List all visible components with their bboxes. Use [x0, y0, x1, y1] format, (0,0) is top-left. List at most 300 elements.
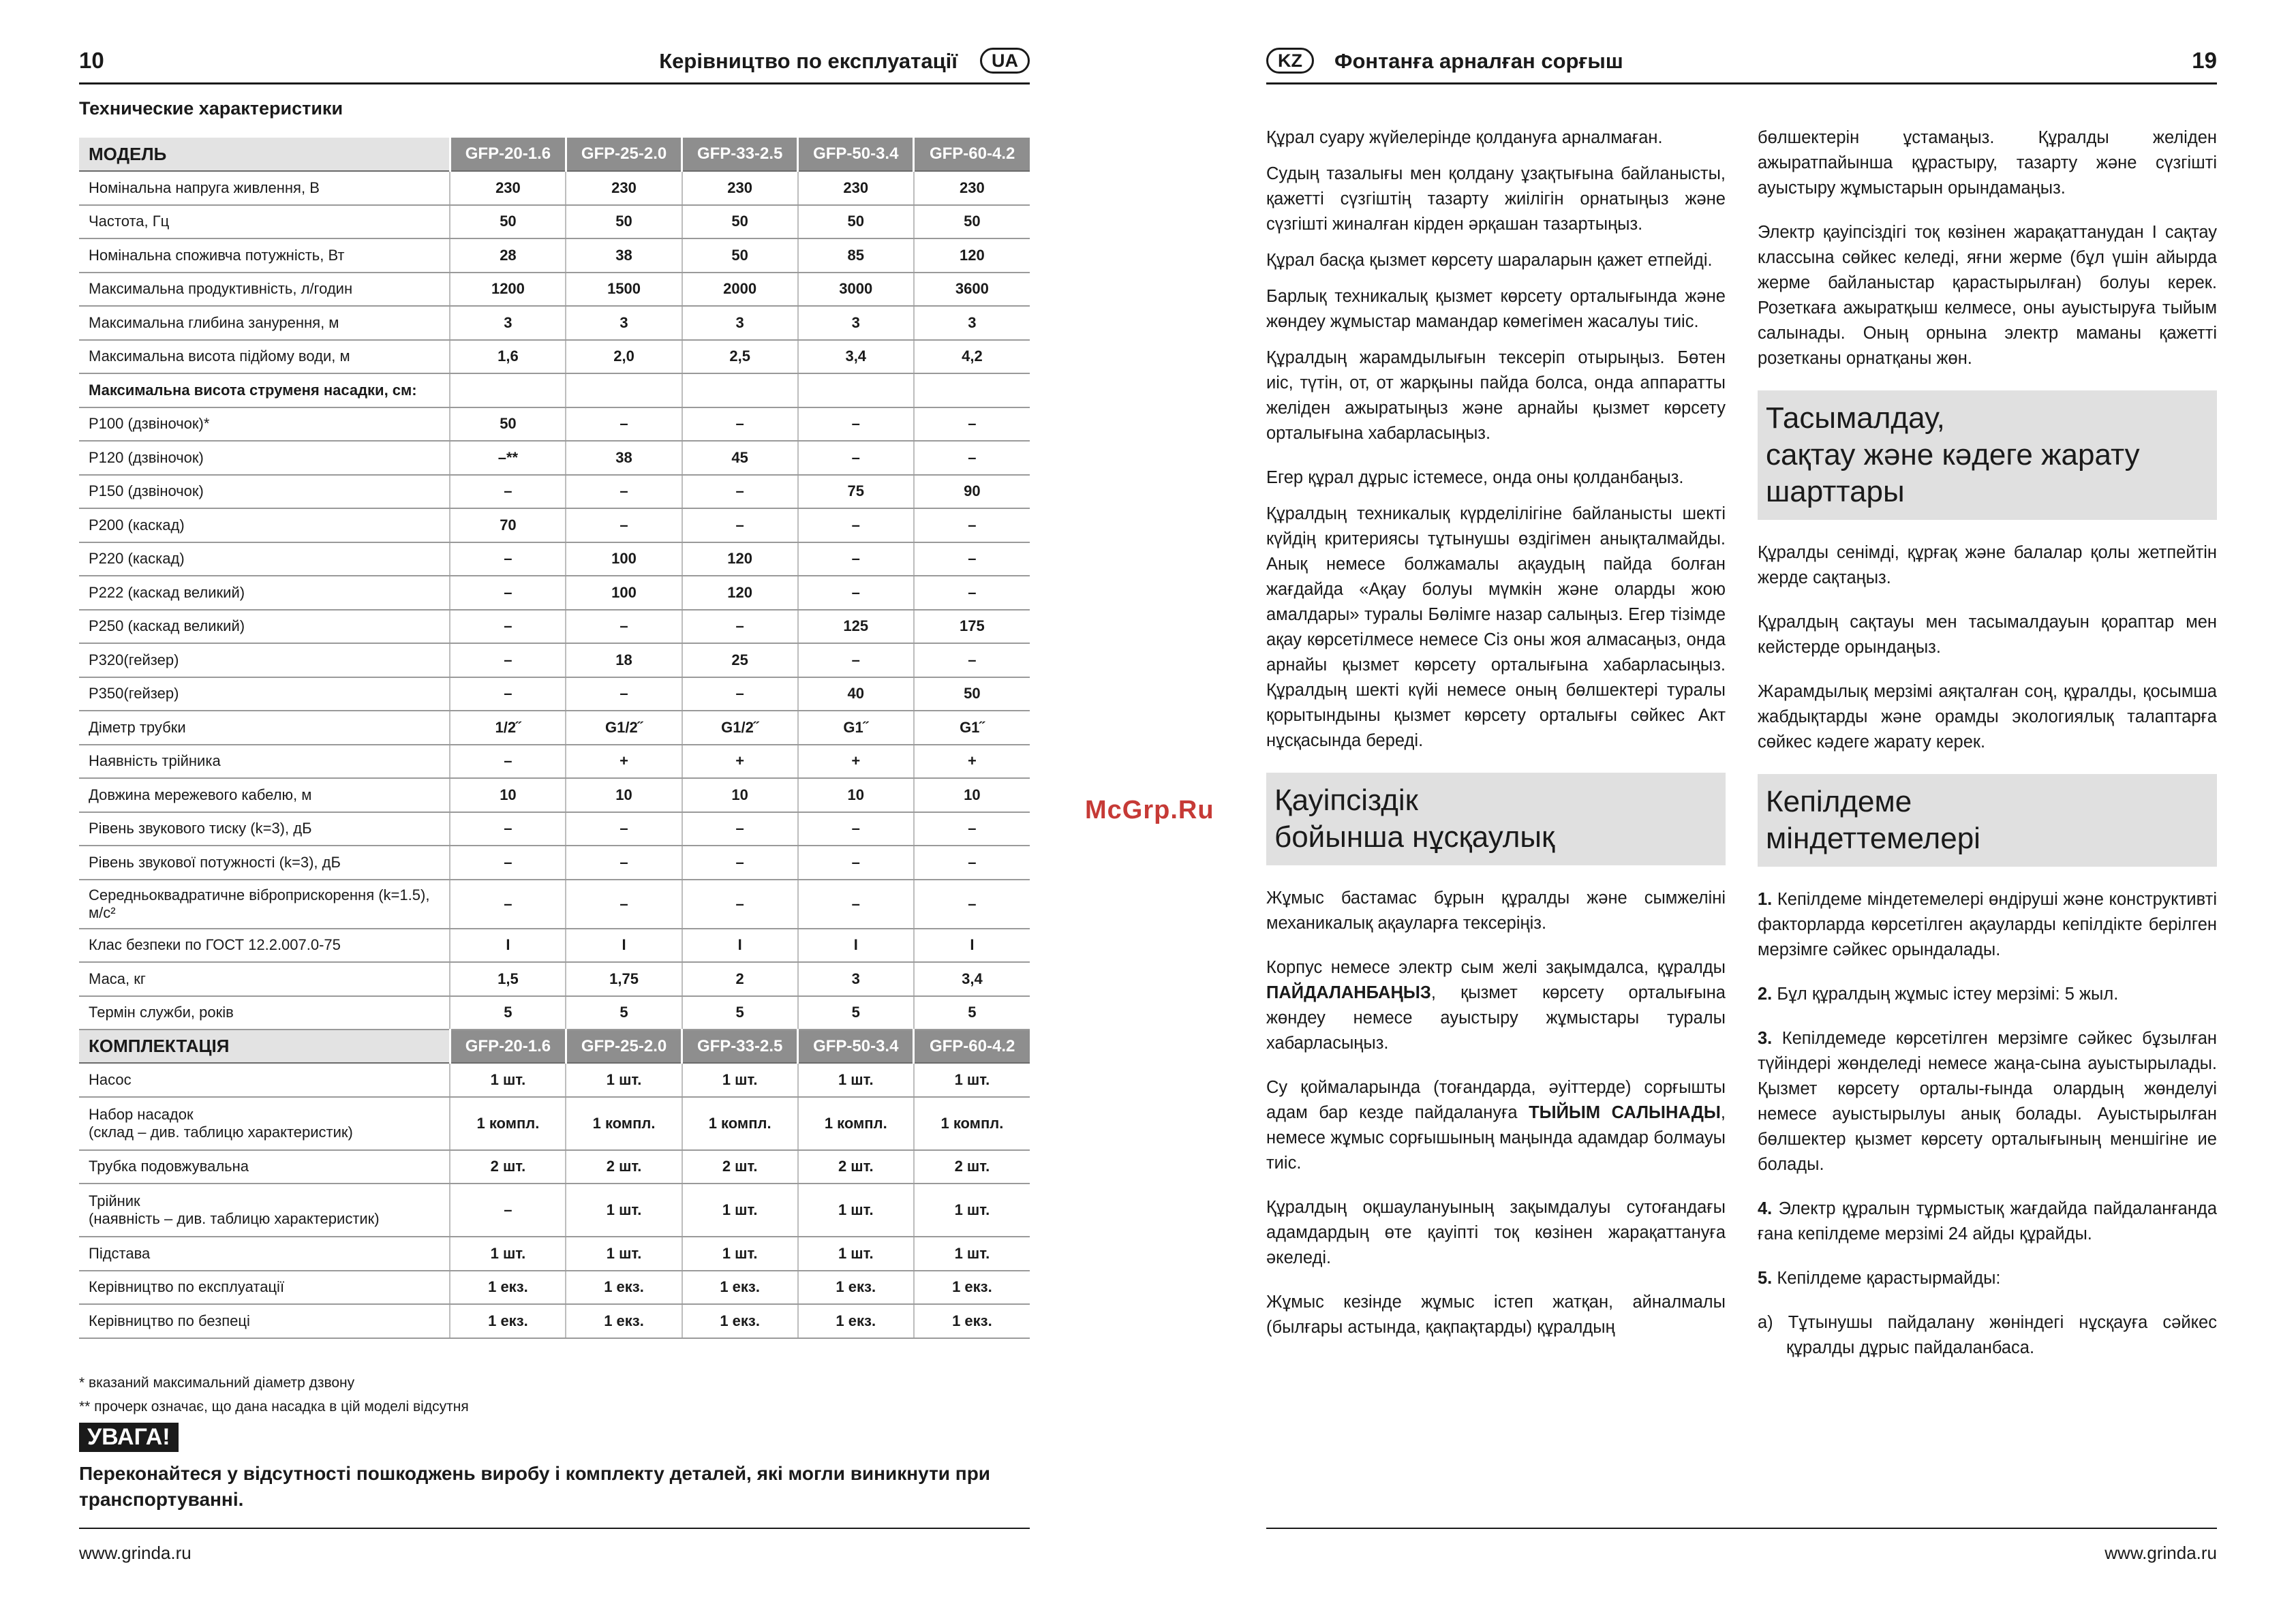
page-number: 10 [79, 48, 104, 73]
table-cell: 50 [682, 238, 798, 273]
paragraph: Құрал суару жүйелерінде қолдануға арналмаған. [1266, 128, 1663, 147]
table-cell: 100 [566, 576, 682, 610]
table-header-model: GFP-25-2.0 [566, 1030, 682, 1063]
table-cell: 1 шт. [798, 1237, 914, 1271]
left-page [79, 0, 1030, 1623]
table-row-label: Наявність трійника [79, 745, 450, 779]
watermark: McGrp.Ru [1085, 796, 1214, 824]
table-cell: I [566, 929, 682, 963]
section-heading-transport [1758, 390, 2217, 520]
table-row-label: Максимальна продуктивність, л/годин [79, 273, 450, 307]
table-cell: 120 [682, 576, 798, 610]
table-cell: 5 [450, 996, 566, 1030]
row-label-line: (склад – див. таблицю характеристик) [89, 1123, 353, 1141]
right-page [1266, 0, 2217, 1623]
table-cell: – [450, 846, 566, 880]
table-cell: 1 екз. [798, 1271, 914, 1305]
table-cell: 230 [914, 171, 1030, 205]
section-heading-safety [1266, 773, 1726, 865]
table-cell: 38 [566, 238, 682, 273]
table-cell: 1 шт. [798, 1184, 914, 1237]
table-cell: 3000 [798, 273, 914, 307]
item-text: Кепілдеме міндетемелері өндіруші және конструктивті факторларда көрсетілген ақауларды кепілдікте берілген мерзімге сәйкес орындалады. [1758, 890, 2217, 959]
table-cell: 1 шт. [450, 1237, 566, 1271]
table-cell: – [450, 643, 566, 677]
paragraph: Электр қауіпсіздігі тоқ көзінен жарақаттанудан I сақтау классына сөйкес келеді, яғни жерме (бұл үшін айырда жерме байланыстар қарастырылған) болуы керек. Розеткаға ажыратқыш келмесе, оны ауыстыруға тыйым салынады. Оның орнына электр маманы қажетті розетканы орнатқаны жөн. [1758, 223, 2217, 368]
table-cell: G1˝ [914, 711, 1030, 745]
section-heading-warranty [1758, 774, 2217, 867]
table-cell: 2 шт. [914, 1150, 1030, 1184]
table-row-label: Керівництво по експлуатації [79, 1271, 450, 1305]
footnote: ** прочерк означає, що дана насадка в цій моделі відсутня [79, 1399, 469, 1415]
footer-url[interactable]: www.grinda.ru [2104, 1543, 2217, 1563]
table-cell: 1 шт. [566, 1063, 682, 1097]
table-cell: + [682, 745, 798, 779]
footnotes [79, 1371, 469, 1419]
table-row-label: P200 (каскад) [79, 508, 450, 542]
paragraph [1266, 955, 1726, 1056]
table-row-label: Максимальна висота струменя насадки, см: [79, 373, 450, 407]
table-cell: 120 [914, 238, 1030, 273]
table-row [79, 441, 1030, 475]
paragraph: Құралды сенімді, құрғақ және балалар қолы жетпейтін жерде сақтаңыз. [1758, 543, 2217, 587]
table-row-label: Керівництво по безпеці [79, 1304, 450, 1338]
table-cell: – [914, 441, 1030, 475]
table-cell: 70 [450, 508, 566, 542]
table-row [79, 340, 1030, 374]
text-run: , қызмет көрсету орталығына жөндеу немесе ауыстыру жұмыстары туралы хабарласыңыз. [1266, 983, 1726, 1053]
table-cell: – [566, 846, 682, 880]
table-cell: 5 [682, 996, 798, 1030]
paragraph: Құралдың жарамдылығын тексеріп отырыңыз. Бөтен иіс, түтін, от, от жарқыны пайда болса, онда аппаратты желіден ажыратыңыз және арнайы қызмет көрсету орталығына хабарласыңыз. [1266, 348, 1726, 443]
table-cell: 2 шт. [798, 1150, 914, 1184]
table-cell: 230 [566, 171, 682, 205]
table-cell: 5 [566, 996, 682, 1030]
table-cell: – [914, 880, 1030, 929]
table-cell: 45 [682, 441, 798, 475]
paragraph [1266, 1075, 1726, 1176]
table-row [79, 778, 1030, 812]
table-cell: 1 компл. [798, 1097, 914, 1150]
table-cell: 1 шт. [682, 1184, 798, 1237]
table-cell: 1 екз. [914, 1271, 1030, 1305]
right-page-footer [1266, 1528, 2217, 1563]
table-row [79, 711, 1030, 745]
table-cell [798, 373, 914, 407]
table-header-model: GFP-50-3.4 [798, 1030, 914, 1063]
left-page-header [79, 46, 1030, 84]
table-cell: – [566, 610, 682, 644]
table-row [79, 1237, 1030, 1271]
table-cell: 230 [798, 171, 914, 205]
table-cell: 1 екз. [566, 1304, 682, 1338]
table-cell: 2,5 [682, 340, 798, 374]
table-cell: – [798, 508, 914, 542]
table-row [79, 475, 1030, 509]
paragraph: Жұмыс бастамас бұрын құралды және сымжеліні механикалық ақауларға тексеріңіз. [1266, 888, 1726, 933]
table-cell: – [682, 846, 798, 880]
table-cell: 38 [566, 441, 682, 475]
table-cell: 40 [798, 677, 914, 711]
table-cell: + [914, 745, 1030, 779]
table-cell: 10 [798, 778, 914, 812]
table-cell: – [450, 1184, 566, 1237]
header-title: Фонтанға арналған сорғыш [1334, 49, 1623, 73]
table-cell: 28 [450, 238, 566, 273]
table-cell: 1 компл. [566, 1097, 682, 1150]
table-row-label [79, 1097, 450, 1150]
table-cell: – [798, 643, 914, 677]
table-row [79, 1097, 1030, 1150]
text-run: , немесе жұмыс сорғышының маңында адамдар болмауы тиіс. [1266, 1103, 1726, 1173]
table-cell: – [450, 610, 566, 644]
item-text: Кепілдеме қарастырмайды: [1772, 1269, 2001, 1288]
item-number: 5. [1758, 1269, 1773, 1288]
item-text: Электр құралын тұрмыстық жағдайда пайдаланғанда ғана кепілдеме мерзімі 24 айды құрайды. [1758, 1199, 2217, 1243]
table-cell: 4,2 [914, 340, 1030, 374]
table-cell: + [566, 745, 682, 779]
paragraph: Құралдың оқшаулануының зақымдалуы сутоғандағы адамдардың өте қауіпті тоқ көзінен жарақаттануға әкеледі. [1266, 1198, 1726, 1267]
table-cell: – [682, 610, 798, 644]
table-cell: 75 [798, 475, 914, 509]
table-cell: – [682, 880, 798, 929]
table-cell: – [450, 812, 566, 846]
table-row-label: Термін служби, років [79, 996, 450, 1030]
table-header-row [79, 1030, 1030, 1063]
paragraph: Судың тазалығы мен қолдану ұзақтығына байланысты, қажетті сүзгіштің тазарту жиілігін орнатыңыз және сүзгішті жиналған кірден әрқашан тазартыңыз. [1266, 164, 1726, 234]
table-cell: G1/2˝ [566, 711, 682, 745]
table-cell: – [682, 475, 798, 509]
table-cell: 1 шт. [914, 1237, 1030, 1271]
table-cell: I [798, 929, 914, 963]
table-row-label: Максимальна глибина занурення, м [79, 306, 450, 340]
table-cell: 1/2˝ [450, 711, 566, 745]
table-row-label: Маса, кг [79, 962, 450, 996]
table-cell: 1,75 [566, 962, 682, 996]
table-cell: 1 шт. [914, 1063, 1030, 1097]
table-cell: 1 компл. [450, 1097, 566, 1150]
table-row-label [79, 1184, 450, 1237]
table-cell: 3 [798, 962, 914, 996]
item-text: Бұл құралдың жұмыс істеу мерзімі: 5 жыл. [1772, 985, 2119, 1004]
heading-line: міндеттемелері [1766, 822, 1980, 855]
table-cell: – [682, 812, 798, 846]
table-cell: – [914, 846, 1030, 880]
table-cell: – [682, 407, 798, 442]
table-cell: 125 [798, 610, 914, 644]
sub-item: а) Тұтынушы пайдалану жөніндегі нұсқауға сәйкес құралды дұрыс пайдаланбаса. [1758, 1313, 2217, 1357]
table-cell [682, 373, 798, 407]
item-number: 1. [1758, 890, 1773, 909]
table-row [79, 610, 1030, 644]
table-row [79, 1271, 1030, 1305]
table-cell: 10 [682, 778, 798, 812]
table-cell: – [798, 407, 914, 442]
table-cell: – [914, 576, 1030, 610]
numbered-item [1758, 887, 2217, 963]
table-row [79, 542, 1030, 576]
paragraph: Құрал басқа қызмет көрсету шараларын қажет етпейді. [1266, 251, 1713, 270]
row-label-line: Набор насадок [89, 1105, 194, 1123]
table-row-label: P350(гейзер) [79, 677, 450, 711]
table-cell: 1 екз. [682, 1271, 798, 1305]
table-cell: – [450, 475, 566, 509]
table-row-label: Максимальна висота підйому води, м [79, 340, 450, 374]
row-label-line: Трійник [89, 1192, 140, 1209]
table-cell: – [914, 812, 1030, 846]
table-row-label: Трубка подовжувальна [79, 1150, 450, 1184]
table-header-model: GFP-33-2.5 [682, 1030, 798, 1063]
table-row-label: P222 (каскад великий) [79, 576, 450, 610]
table-cell: – [566, 812, 682, 846]
table-row [79, 205, 1030, 239]
table-cell: 3 [798, 306, 914, 340]
table-cell: 50 [450, 407, 566, 442]
table-cell: 3600 [914, 273, 1030, 307]
table-header-model: GFP-20-1.6 [450, 138, 566, 171]
table-row [79, 677, 1030, 711]
table-cell: 50 [914, 677, 1030, 711]
table-cell: – [450, 576, 566, 610]
table-header-model: GFP-25-2.0 [566, 138, 682, 171]
table-cell: 2 шт. [682, 1150, 798, 1184]
table-cell: G1/2˝ [682, 711, 798, 745]
spec-table [79, 138, 1030, 1339]
footer-url[interactable]: www.grinda.ru [79, 1543, 192, 1563]
table-row [79, 812, 1030, 846]
table-header-model: GFP-20-1.6 [450, 1030, 566, 1063]
table-cell: 50 [914, 205, 1030, 239]
heading-line: сақтау және кәдеге жарату [1766, 438, 2140, 472]
table-cell: – [798, 880, 914, 929]
table-cell: 100 [566, 542, 682, 576]
right-page-header [1266, 46, 2217, 84]
table-row-label: Підстава [79, 1237, 450, 1271]
heading-line: бойынша нұсқаулық [1274, 820, 1555, 854]
table-cell: – [914, 407, 1030, 442]
table-cell: 1200 [450, 273, 566, 307]
table-cell: 1500 [566, 273, 682, 307]
text-column-left [1266, 125, 1726, 1351]
table-header-model: GFP-60-4.2 [914, 1030, 1030, 1063]
table-cell: 1 компл. [914, 1097, 1030, 1150]
table-cell: 10 [914, 778, 1030, 812]
table-cell: 90 [914, 475, 1030, 509]
table-row [79, 880, 1030, 929]
table-cell: 230 [682, 171, 798, 205]
table-cell: – [798, 576, 914, 610]
table-cell: 120 [682, 542, 798, 576]
table-cell: – [914, 508, 1030, 542]
table-cell: – [450, 880, 566, 929]
numbered-item [1758, 1026, 2217, 1177]
table-header-model: GFP-33-2.5 [682, 138, 798, 171]
table-row-label: Довжина мережевого кабелю, м [79, 778, 450, 812]
paragraph: Жұмыс кезінде жұмыс істеп жатқан, айналмалы (былғары астында, қақпақтарды) құралдың [1266, 1293, 1726, 1337]
table-row-label: Номінальна напруга живлення, В [79, 171, 450, 205]
table-cell: 5 [914, 996, 1030, 1030]
table-row-label: Номінальна споживча потужність, Вт [79, 238, 450, 273]
numbered-item [1758, 982, 2217, 1007]
warning-label: УВАГА! [79, 1423, 179, 1452]
table-row [79, 1184, 1030, 1237]
language-badge: UA [980, 48, 1030, 74]
paragraph: бөлшектерін ұстамаңыз. Құралды желіден ажыратпайынша құрастыру, тазарту және сүзгішті ауыстыру жұмыстарын орындамаңыз. [1758, 128, 2217, 198]
table-cell: 1,6 [450, 340, 566, 374]
table-row-label: P250 (каскад великий) [79, 610, 450, 644]
table-cell: 2 шт. [566, 1150, 682, 1184]
section-title: Технические характеристики [79, 98, 343, 119]
table-row-label: P320(гейзер) [79, 643, 450, 677]
table-cell: 1 компл. [682, 1097, 798, 1150]
table-row-label: Клас безпеки по ГОСТ 12.2.007.0-75 [79, 929, 450, 963]
table-cell: – [798, 812, 914, 846]
item-number: 3. [1758, 1029, 1773, 1048]
table-cell: 10 [450, 778, 566, 812]
table-cell: + [798, 745, 914, 779]
table-cell: – [450, 745, 566, 779]
footnote: * вказаний максимальний діаметр дзвону [79, 1375, 355, 1391]
table-header-row [79, 138, 1030, 171]
table-row-label: P120 (дзвіночок) [79, 441, 450, 475]
table-cell: I [914, 929, 1030, 963]
table-cell: – [682, 508, 798, 542]
table-cell: 1 екз. [798, 1304, 914, 1338]
table-cell: I [450, 929, 566, 963]
table-cell: 1 шт. [682, 1063, 798, 1097]
table-cell: 85 [798, 238, 914, 273]
paragraph: Құралдың техникалық күрделілігіне байланысты шекті күйдің критериясы тұтынушы өздігімен анықталмайды. Анық немесе болжамалы ақаудың пайда болған жағдайда «Ақау болуы мүмкін және оларды жою амалдары» туралы Бөлімге назар салыңыз. Егер тізімде ақау көрсетілмесе немесе Сіз оны жоя алмасаңыз, онда арнайы қызмет көрсету орталығына хабарласыңыз. Құралдың шекті күйі немесе оның бөлшектері туралы қорытындыны қызмет көрсету орталығы сөйкес Акт нұсқасында береді. [1266, 504, 1726, 750]
table-cell: 1 екз. [450, 1304, 566, 1338]
table-header-model: GFP-50-3.4 [798, 138, 914, 171]
numbered-item [1758, 1196, 2217, 1247]
table-cell: 3 [682, 306, 798, 340]
table-row [79, 846, 1030, 880]
table-row [79, 273, 1030, 307]
table-row [79, 576, 1030, 610]
table-header-model: GFP-60-4.2 [914, 138, 1030, 171]
table-cell: 3 [450, 306, 566, 340]
table-cell: G1˝ [798, 711, 914, 745]
table-row [79, 929, 1030, 963]
table-row [79, 238, 1030, 273]
item-text: Кепілдемеде көрсетілген мерзімге сәйкес бұзылған түйіндері жөнделеді немесе жаңа-сына ауыстырылады. Қызмет көрсету орталы-ғында олардың жөнделуі немесе ауыстырылуы анық болады. Ауыстырылған бөлшектер қызмет көрсету орталығының меншігіне ие болады. [1758, 1029, 2217, 1174]
table-cell: 1 екз. [914, 1304, 1030, 1338]
table-cell: – [566, 407, 682, 442]
table-cell: 50 [450, 205, 566, 239]
table-cell: 2,0 [566, 340, 682, 374]
table-row-label: Частота, Гц [79, 205, 450, 239]
table-cell: 2 [682, 962, 798, 996]
header-title: Керівництво по експлуатації [659, 49, 958, 73]
table-row [79, 1304, 1030, 1338]
table-row [79, 745, 1030, 779]
table-cell: – [798, 846, 914, 880]
table-cell: 1 екз. [566, 1271, 682, 1305]
numbered-item [1758, 1266, 2217, 1291]
table-cell: 1 шт. [798, 1063, 914, 1097]
table-row [79, 996, 1030, 1030]
table-row [79, 508, 1030, 542]
table-row [79, 1063, 1030, 1097]
text-run: Корпус немесе электр сым желі зақымдалса, құралды [1266, 958, 1726, 977]
table-cell: 1 екз. [682, 1304, 798, 1338]
page-number: 19 [2192, 48, 2217, 73]
table-cell [566, 373, 682, 407]
table-cell: 50 [682, 205, 798, 239]
table-cell: 50 [566, 205, 682, 239]
table-cell: – [798, 441, 914, 475]
table-cell: 5 [798, 996, 914, 1030]
text-run: Су қоймаларында (тоғандарда, әуіттерде) сорғышты адам бар кезде пайдалануға [1266, 1078, 1726, 1122]
table-row [79, 171, 1030, 205]
heading-line: Кепілдеме [1766, 785, 1912, 818]
table-row-label: Рівень звукової потужності (k=3), дБ [79, 846, 450, 880]
paragraph: Егер құрал дұрыс істемесе, онда оны қолданбаңыз. [1266, 468, 1684, 487]
table-row [79, 306, 1030, 340]
table-row-label: P220 (каскад) [79, 542, 450, 576]
table-header-label: КОМПЛЕКТАЦІЯ [79, 1030, 450, 1063]
table-row-label: Рівень звукового тиску (k=3), дБ [79, 812, 450, 846]
table-row [79, 962, 1030, 996]
table-cell: – [914, 643, 1030, 677]
table-cell: 175 [914, 610, 1030, 644]
table-cell: – [798, 542, 914, 576]
warning-text: Переконайтеся у відсутності пошкоджень виробу і комплекту деталей, які могли виникнути при транспортуванні. [79, 1463, 991, 1510]
table-cell: 25 [682, 643, 798, 677]
table-cell: –** [450, 441, 566, 475]
table-cell: – [566, 880, 682, 929]
table-cell: 50 [798, 205, 914, 239]
row-label-line: (наявність – див. таблицю характеристик) [89, 1210, 380, 1227]
table-cell: 3,4 [914, 962, 1030, 996]
heading-line: шарттары [1766, 475, 1905, 508]
emphasis-text: ТЫЙЫМ САЛЫНАДЫ [1529, 1103, 1721, 1122]
table-cell [450, 373, 566, 407]
table-cell: I [682, 929, 798, 963]
table-row [79, 373, 1030, 407]
table-row-label: Середньоквадратичне віброприскорення (k=1.5), м/с² [79, 880, 450, 929]
table-cell: 2 шт. [450, 1150, 566, 1184]
table-cell: 10 [566, 778, 682, 812]
table-cell: 3,4 [798, 340, 914, 374]
left-page-footer [79, 1528, 1030, 1563]
table-row [79, 1150, 1030, 1184]
language-badge: KZ [1266, 48, 1314, 74]
heading-line: Қауіпсіздік [1274, 784, 1418, 817]
table-cell: 3 [914, 306, 1030, 340]
emphasis-text: ПАЙДАЛАНБАҢЫЗ [1266, 983, 1431, 1002]
paragraph: Барлық техникалық қызмет көрсету орталығында және жөндеу жұмыстар мамандар көмегімен жасалуы тиіс. [1266, 287, 1726, 331]
table-cell: – [566, 677, 682, 711]
heading-line: Тасымалдау, [1766, 401, 1945, 435]
table-cell: – [682, 677, 798, 711]
table-cell: – [450, 677, 566, 711]
table-cell: – [450, 542, 566, 576]
table-header-label: МОДЕЛЬ [79, 138, 450, 171]
paragraph: Жарамдылық мерзімі аяқталған соң, құралды, қосымша жабдықтарды және орамды экологиялық талаптарға сөйкес кәдеге жарату керек. [1758, 682, 2217, 752]
table-cell: 1 шт. [566, 1184, 682, 1237]
table-cell: 1 екз. [450, 1271, 566, 1305]
table-cell: 3 [566, 306, 682, 340]
table-cell: 1 шт. [682, 1237, 798, 1271]
item-number: 2. [1758, 985, 1773, 1004]
table-cell: – [914, 542, 1030, 576]
table-cell: 18 [566, 643, 682, 677]
table-row-label: P150 (дзвіночок) [79, 475, 450, 509]
table-cell: – [566, 508, 682, 542]
text-column-right [1758, 125, 2217, 1372]
